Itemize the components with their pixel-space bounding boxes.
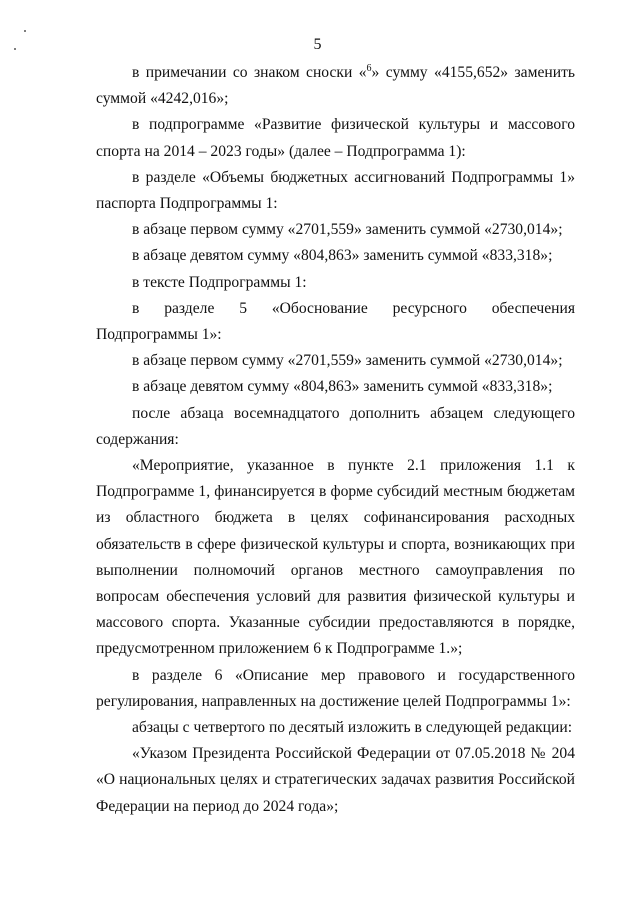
paragraph: в абзаце первом сумму «2701,559» заменить суммой «2730,014»; xyxy=(132,221,563,239)
paragraph: в тексте Подпрограммы 1: xyxy=(132,273,307,291)
paragraph: в абзаце девятом сумму «804,863» заменить суммой «833,318»; xyxy=(132,378,553,396)
paragraph: абзацы с четвертого по десятый изложить в следующей редакции: xyxy=(132,719,573,737)
paragraph-text: в примечании со знаком сноски « xyxy=(132,64,367,81)
paragraph: в абзаце девятом сумму «804,863» заменить суммой «833,318»; xyxy=(132,247,553,265)
page-number: 5 xyxy=(313,36,322,53)
footnote-mark: 6 xyxy=(366,62,372,74)
paragraph: «Мероприятие, указанное в пункте 2.1 приложения 1.1 к Подпрограмме 1, финансируется в форме субсидий местным бюджетам из областного бюджета в целях софинансирования расходных обязательств в сфере физической культуры и спорта, возникающих при выполнении полномочий органов местного самоуправления по вопросам обеспечения условий для развития физической культуры и массового спорта. Указанные субсидии предоставляются в порядке, предусмотренном приложением 6 к Подпрограмме 1.»; xyxy=(96,457,575,658)
scan-speck xyxy=(24,30,26,32)
paragraph: «Указом Президента Российской Федерации от 07.05.2018 № 204 «О национальных целях и стратегических задачах развития Российской Федерации на период до 2024 года»; xyxy=(96,745,575,815)
paragraph: в разделе 5 «Обоснование ресурсного обеспечения Подпрограммы 1»: xyxy=(96,299,575,344)
paragraph-footnote-note xyxy=(96,60,575,112)
paragraph-text: » сумму «4155,652» заменить суммой «4242,016»; xyxy=(96,64,576,108)
paragraph: в подпрограмме «Развитие физической культуры и массового спорта на 2014 – 2023 годы» (далее – Подпрограмма 1): xyxy=(96,116,575,160)
paragraph: в разделе 6 «Описание мер правового и государственного регулирования, направленных на достижение целей Подпрограммы 1»: xyxy=(96,666,575,710)
paragraph: в абзаце первом сумму «2701,559» заменить суммой «2730,014»; xyxy=(132,352,563,370)
paragraph: в разделе «Объемы бюджетных ассигнований Подпрограммы 1» паспорта Подпрограммы 1: xyxy=(96,168,575,213)
document-body xyxy=(96,60,575,820)
paragraph: после абзаца восемнадцатого дополнить абзацем следующего содержания: xyxy=(96,404,575,448)
